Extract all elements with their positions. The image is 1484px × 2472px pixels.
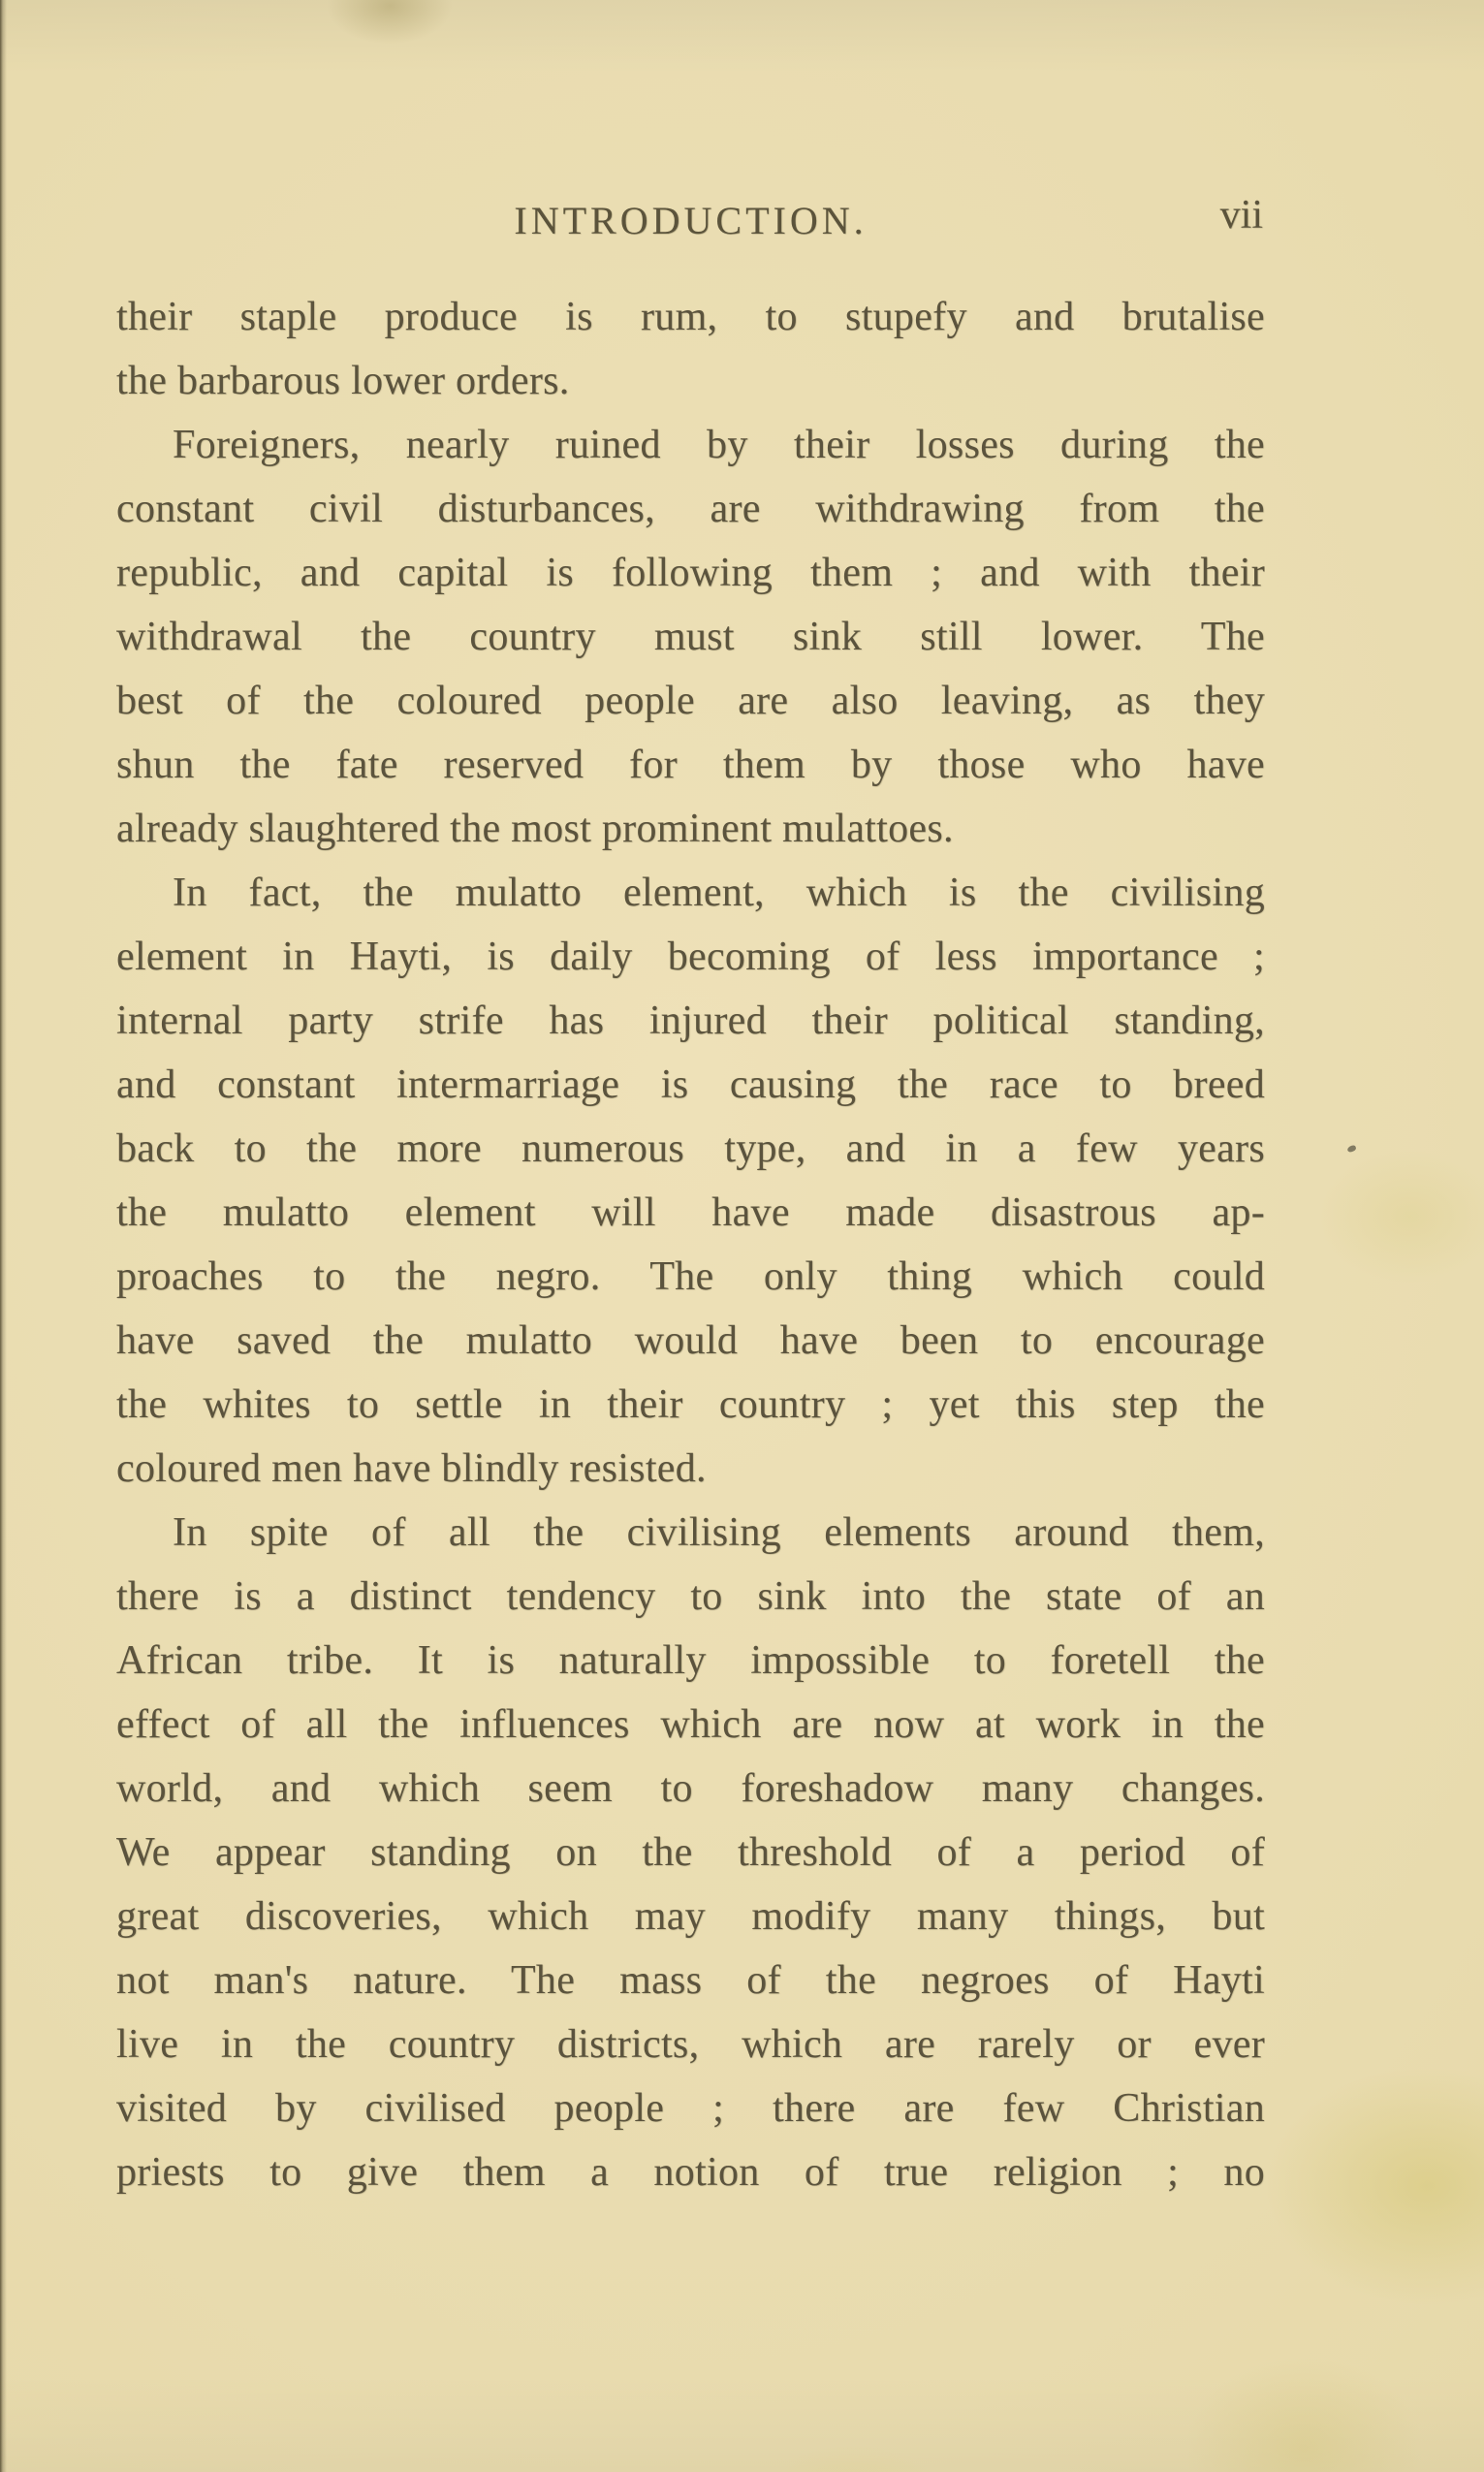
paragraph — [116, 861, 1265, 1501]
ink-speck — [1346, 1145, 1357, 1154]
text-line: live in the country districts, which are rarely or ever — [116, 2022, 1265, 2067]
text-line: the barbarous lower orders. — [116, 359, 570, 403]
text-line: effect of all the influences which are now at work in the — [116, 1702, 1265, 1747]
text-line: element in Hayti, is daily becoming of less importance ; — [116, 935, 1265, 979]
text-line: In spite of all the civilising elements around them, — [173, 1510, 1265, 1555]
text-line: We appear standing on the threshold of a period of — [116, 1830, 1265, 1875]
page-header — [116, 193, 1265, 255]
text-line: Foreigners, nearly ruined by their losses during the — [173, 423, 1265, 467]
text-line: not man's nature. The mass of the negroes of Hayti — [116, 1958, 1265, 2003]
paragraph — [116, 285, 1265, 413]
page-number: vii — [1219, 193, 1263, 238]
text-line: republic, and capital is following them ; and with their — [116, 551, 1265, 595]
paragraph — [116, 1501, 1265, 2204]
text-line: the whites to settle in their country ; yet this step the — [116, 1382, 1265, 1427]
text-line: African tribe. It is naturally impossible to foretell the — [116, 1638, 1265, 1683]
text-line: withdrawal the country must sink still lower. The — [116, 615, 1265, 659]
text-line: shun the fate reserved for them by those who have — [116, 743, 1265, 787]
text-line: their staple produce is rum, to stupefy and brutalise — [116, 295, 1265, 339]
paragraph — [116, 413, 1265, 861]
text-line: best of the coloured people are also leaving, as they — [116, 679, 1265, 723]
text-line: the mulatto element will have made disastrous ap- — [116, 1190, 1265, 1235]
text-line: world, and which seem to foreshadow many changes. — [116, 1766, 1265, 1811]
text-line: constant civil disturbances, are withdrawing from the — [116, 487, 1265, 531]
running-header-title: INTRODUCTION. — [514, 199, 868, 242]
page-body — [116, 285, 1265, 2204]
text-line: and constant intermarriage is causing the race to breed — [116, 1062, 1265, 1107]
text-line: In fact, the mulatto element, which is the civilising — [173, 871, 1265, 915]
text-line: have saved the mulatto would have been to encourage — [116, 1318, 1265, 1363]
text-line: proaches to the negro. The only thing which could — [116, 1254, 1265, 1299]
text-line: there is a distinct tendency to sink into the state of an — [116, 1574, 1265, 1619]
text-line: great discoveries, which may modify many things, but — [116, 1894, 1265, 1939]
text-line: coloured men have blindly resisted. — [116, 1446, 707, 1491]
text-line: internal party strife has injured their political standing, — [116, 998, 1265, 1043]
text-line: already slaughtered the most prominent mulattoes. — [116, 807, 954, 851]
text-line: back to the more numerous type, and in a few years — [116, 1126, 1265, 1171]
text-line: visited by civilised people ; there are few Christian — [116, 2086, 1265, 2131]
text-line: priests to give them a notion of true religion ; no — [116, 2150, 1265, 2195]
